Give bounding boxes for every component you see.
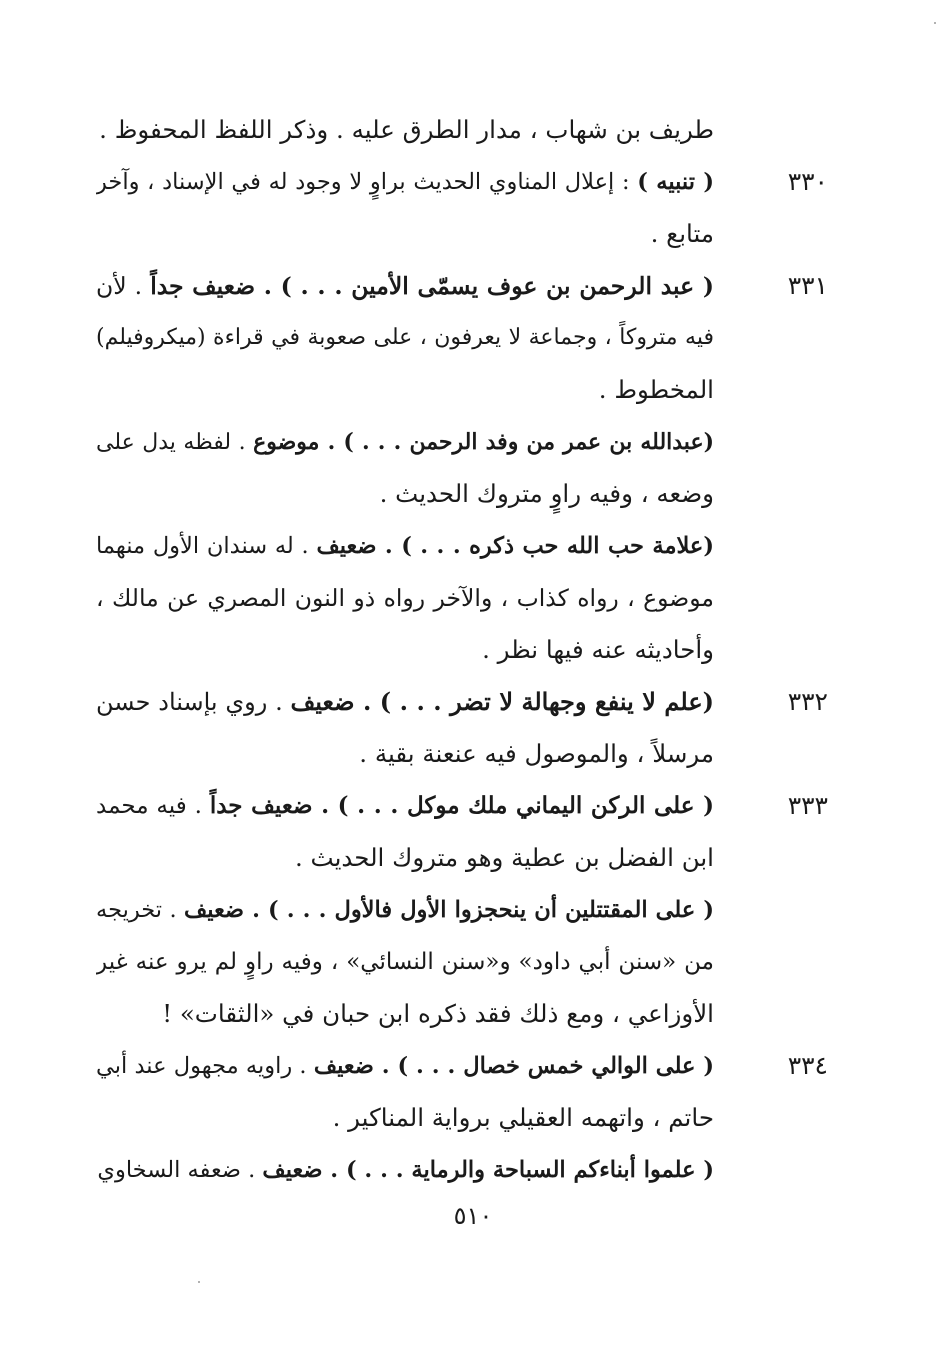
entry-number: ٣٣٤ [787, 1051, 828, 1080]
commentary-text: . له سندان الأول منهما [96, 533, 317, 559]
text-line [96, 104, 714, 156]
entry-text [96, 780, 714, 884]
commentary-text: متابع . [650, 219, 714, 248]
commentary-text: من «سنن أبي داود» و«سنن النسائي» ، وفيه راوٍ لم يرو عنه غير [96, 949, 714, 975]
hadith-heading: ( تنبيه ) [637, 169, 714, 195]
commentary-text: . لأن [96, 272, 151, 300]
text-line [96, 676, 714, 728]
commentary-text: . فيه محمد [96, 793, 210, 819]
text-line [96, 416, 714, 468]
text-line [96, 312, 714, 364]
entry-text [96, 1144, 714, 1196]
text-line [96, 364, 714, 416]
commentary-text: ابن الفضل بن عطية وهو متروك الحديث . [294, 843, 714, 872]
commentary-text: . لفظه يدل على [96, 430, 254, 455]
text-line [96, 260, 714, 312]
commentary-text: طريف بن شهاب ، مدار الطرق عليه . وذكر اللفظ المحفوظ . [99, 115, 714, 144]
text-line [96, 208, 714, 260]
commentary-text: . تخريجه [96, 897, 184, 923]
hadith-heading: ( علموا أبناءكم السباحة والرماية . . . ) . ضعيف [262, 1157, 714, 1183]
entry-text [96, 260, 714, 416]
text-line [96, 520, 714, 572]
text-line [96, 884, 714, 936]
scan-speck [198, 1281, 200, 1283]
hadith-heading: ( على المقتتلين أن ينحجزوا الأول فالأول . . . ) . ضعيف [184, 897, 714, 923]
text-line [96, 156, 714, 208]
commentary-text: الأوزاعي ، ومع ذلك فقد ذكره ابن حبان في «الثقات» ! [162, 999, 714, 1028]
text-line [96, 780, 714, 832]
commentary-text: . روي بإسناد حسن [96, 688, 291, 716]
text-line [96, 988, 714, 1040]
entry-text [96, 1040, 714, 1144]
text-line [96, 468, 714, 520]
text-line [96, 624, 714, 676]
text-line [96, 832, 714, 884]
commentary-text: وأحاديثه عنه فيها نظر . [482, 635, 714, 664]
entry-number: ٣٣١ [787, 271, 828, 300]
entry-text [96, 520, 714, 676]
page-number: ٥١٠ [453, 1202, 493, 1230]
commentary-text: . ضعفه السخاوي [97, 1157, 263, 1183]
text-line [96, 728, 714, 780]
entry-text [96, 104, 714, 156]
commentary-text: : إعلال المناوي الحديث براوٍ لا وجود له في الإسناد ، وآخر [96, 169, 638, 195]
entry-number: ٣٣٢ [787, 687, 828, 716]
text-line [96, 1144, 714, 1196]
entry-text [96, 676, 714, 780]
commentary-text: وضعه ، وفيه راوٍ متروك الحديث . [379, 479, 714, 508]
commentary-text: . راويه مجهول عند أبي [96, 1053, 314, 1079]
scan-speck [934, 22, 936, 24]
hadith-heading: (علم لا ينفع وجهالة لا تضر . . . ) . ضعيف [290, 687, 714, 716]
hadith-heading: (عبدالله بن عمر من وفد الرحمن . . . ) . موضوع [253, 429, 714, 455]
hadith-heading: ( على الركن اليماني ملك موكل . . . ) . ضعيف جداً [209, 792, 714, 819]
hadith-heading: (علامة حب الله حب ذكره . . . ) . ضعيف [316, 533, 714, 559]
entry-number: ٣٣٣ [787, 791, 828, 820]
commentary-text: فيه متروكاً ، وجماعة لا يعرفون ، على صعوبة في قراءة (ميكروفيلم) [96, 325, 714, 350]
hadith-heading: ( عبد الرحمن بن عوف يسمّى الأمين . . . ) . ضعيف جداً [150, 272, 714, 300]
commentary-text: المخطوط . [598, 375, 714, 404]
entry-text [96, 416, 714, 520]
text-line [96, 936, 714, 988]
text-line [96, 1040, 714, 1092]
entry-text [96, 884, 714, 1040]
commentary-text: مرسلاً ، والموصول فيه عنعنة بقية . [359, 739, 714, 768]
text-line [96, 1092, 714, 1144]
text-line [96, 572, 714, 624]
commentary-text: حاتم ، واتهمه العقيلي برواية المناكير . [332, 1103, 714, 1132]
hadith-heading: ( على الوالي خمس خصال . . . ) . ضعيف [313, 1053, 714, 1079]
commentary-text: موضوع ، رواه كذاب ، والآخر رواه ذو النون المصري عن مالك ، [96, 584, 714, 612]
entry-number: ٣٣٠ [787, 167, 828, 196]
entry-text [96, 156, 714, 260]
